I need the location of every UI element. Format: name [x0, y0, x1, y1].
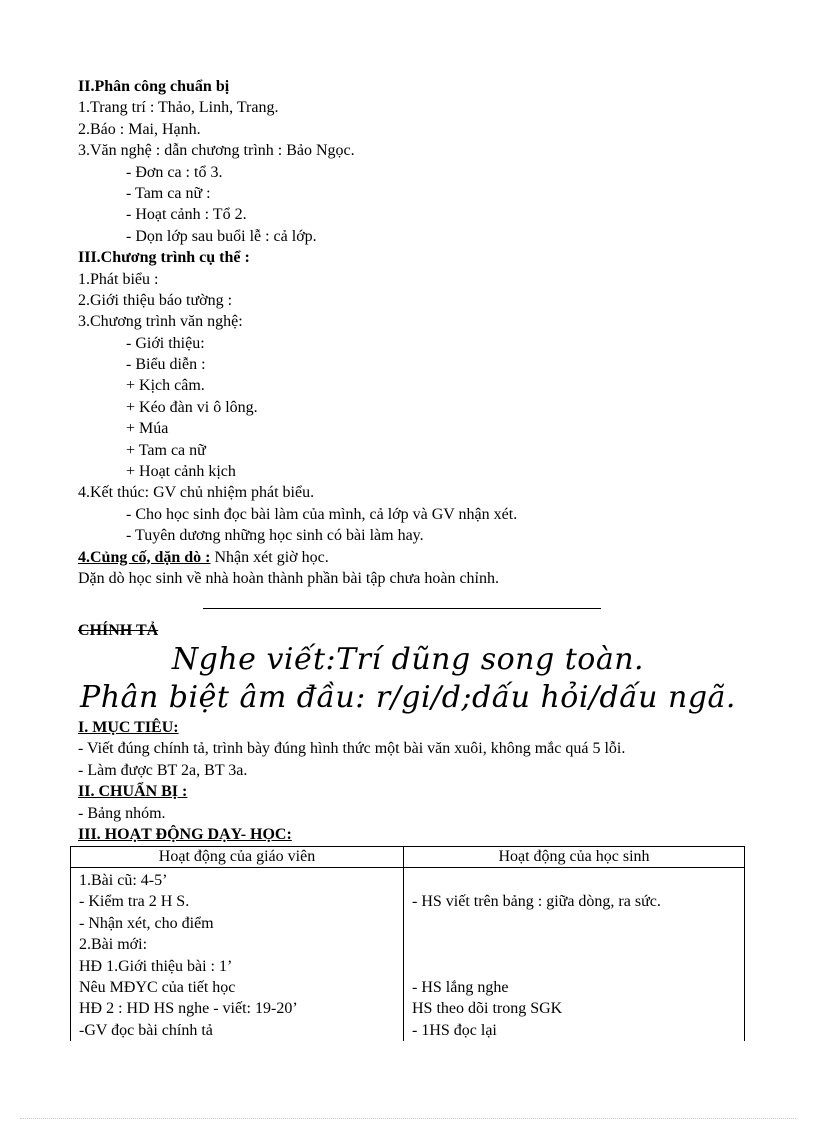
column-header-teacher: Hoạt động của giáo viên [71, 847, 404, 868]
page-bottom-edge [20, 1118, 796, 1119]
sub-line: - Hoạt cảnh : Tổ 2. [126, 206, 247, 224]
cung-co-text: Nhận xét giờ học. [210, 548, 329, 566]
student-line [412, 870, 738, 891]
document-body [78, 76, 748, 589]
teacher-line: HĐ 1.Giới thiệu bài : 1’ [79, 957, 233, 975]
student-line [412, 913, 738, 934]
sub-line: - Tam ca nữ : [126, 184, 211, 202]
text-line: 1.Trang trí : Thảo, Linh, Trang. [78, 99, 279, 117]
section-heading-hoat-dong: III. HOẠT ĐỘNG DẠY- HỌC: [78, 825, 292, 843]
teacher-cell [71, 868, 404, 1042]
text-line: - Làm được BT 2a, BT 3a. [78, 761, 248, 779]
text-line: 1.Phát biểu : [78, 270, 159, 288]
text-line: 2.Báo : Mai, Hạnh. [78, 120, 201, 138]
column-header-student: Hoạt động của học sinh [404, 847, 745, 868]
sub-line: - Giới thiệu: [126, 334, 205, 352]
teacher-line: HĐ 2 : HD HS nghe - viết: 19-20’ [79, 1000, 298, 1018]
table-row [71, 868, 745, 1042]
text-line: 3.Văn nghệ : dẫn chương trình : Bảo Ngọc. [78, 142, 355, 160]
teacher-line: 2.Bài mới: [79, 936, 148, 954]
text-line: 3.Chương trình văn nghệ: [78, 313, 243, 331]
sub-line: + Kéo đàn vi ô lông. [126, 398, 258, 416]
sub-line: + Tam ca nữ [126, 441, 206, 459]
student-line [412, 956, 738, 977]
sub-line: - Biểu diễn : [126, 356, 206, 374]
section-heading-muc-tieu: I. MỤC TIÊU: [78, 719, 179, 736]
table-header-row [71, 847, 745, 868]
chinh-ta-label: CHÍNH TẢ [78, 622, 159, 639]
sub-line: - Dọn lớp sau buổi lễ : cả lớp. [126, 227, 317, 245]
student-cell [404, 868, 745, 1042]
section-heading-chuong-trinh: III.Chương trình cụ thể : [78, 249, 250, 267]
teacher-line: -GV đọc bài chính tả [79, 1021, 213, 1039]
sub-line: - Cho học sinh đọc bài làm của mình, cả lớp và GV nhận xét. [126, 505, 518, 523]
sub-line: + Hoạt cảnh kịch [126, 463, 236, 481]
student-line: - HS viết trên bảng : giữa dòng, ra sức. [412, 893, 661, 911]
sub-line: + Kịch câm. [126, 377, 205, 395]
teacher-line: 1.Bài cũ: 4-5’ [79, 872, 168, 889]
sub-line: - Đơn ca : tổ 3. [126, 163, 223, 181]
objectives-block [78, 717, 758, 845]
section-heading-cung-co: 4.Củng cố, dặn dò : [78, 548, 211, 566]
sub-line: + Múa [126, 420, 169, 438]
student-line: - HS lắng nghe [412, 978, 509, 996]
section-heading-chuan-bi: II. CHUẨN BỊ : [78, 783, 188, 801]
student-line: - 1HS đọc lại [412, 1021, 497, 1039]
student-line [412, 934, 738, 955]
teacher-line: - Kiểm tra 2 H S. [79, 893, 190, 911]
teacher-line: Nêu MĐYC của tiết học [79, 978, 236, 996]
cung-co-line [78, 547, 748, 568]
activities-table [70, 846, 745, 1041]
lesson-title: Nghe viết:Trí dũng song toàn. [171, 642, 645, 677]
section-divider [203, 608, 601, 609]
text-line: - Bảng nhóm. [78, 804, 166, 822]
teacher-line: - Nhận xét, cho điểm [79, 914, 214, 932]
text-line: Dặn dò học sinh về nhà hoàn thành phần bài tập chưa hoàn chỉnh. [78, 569, 499, 587]
text-line: 4.Kết thúc: GV chủ nhiệm phát biểu. [78, 484, 315, 502]
lesson-subtitle: Phân biệt âm đầu: r/gi/d;dấu hỏi/dấu ngã. [80, 680, 736, 715]
section-heading-phan-cong: II.Phân công chuẩn bị [78, 78, 230, 95]
text-line: 2.Giới thiệu báo tường : [78, 291, 233, 309]
student-line: HS theo dõi trong SGK [412, 1000, 563, 1018]
sub-line: - Tuyên dương những học sinh có bài làm hay. [126, 527, 424, 545]
text-line: - Viết đúng chính tả, trình bày đúng hình thức một bài văn xuôi, không mắc quá 5 lỗi. [78, 740, 626, 758]
